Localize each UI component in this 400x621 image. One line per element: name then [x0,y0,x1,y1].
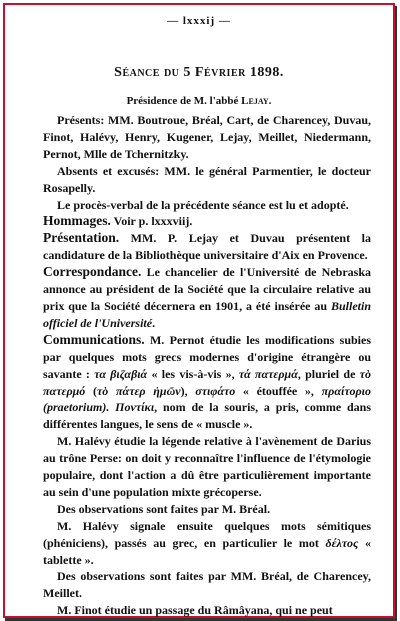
session-title [5,65,393,82]
title-year: 1898. [249,65,284,80]
presidence-line [5,93,393,110]
greek-word-deltos: δέλτος [325,535,359,550]
communications-paragraph [43,332,371,433]
correspondance-paragraph [43,264,371,332]
presentation-text: MM. P. Lejay et Duvau présentent la candidature de la Bibliothèque universitaire d'Aix en Provence. [43,231,371,263]
greek-word-5: στιφάτο [195,383,236,398]
correspondance-end: . [152,315,156,330]
minutes-body [43,112,371,619]
presentation-label: Présentation. [43,230,120,246]
absents-text: MM. le général Parmentier, le docteur Rosapelly. [43,163,371,195]
halevy-semitic-paragraph [43,518,371,569]
halevy-darius-paragraph: M. Halévy étudie la légende relative à l'avènement de Darius au trône Perse: on doit y reconnaître l'influence de l'étymologie populaire, dont l'action a dû être particulièrement importante au sein d'une population mixte grécoperse. [43,434,371,499]
title-month: Février [190,65,250,80]
comm-text-6: « étouffée », [235,383,322,398]
document-page [5,5,393,616]
presentation-paragraph [43,230,371,264]
correspondance-label: Correspondance. [43,264,142,280]
page-frame [3,3,395,618]
finot-paragraph: M. Finot étudie un passage du Râmâyana, qui ne peut [57,603,333,618]
hommages-text: Voir p. lxxxviij. [110,214,193,229]
hommages-label: Hommages. [43,213,111,229]
halevy2-text-2: « tablette ». [43,535,371,567]
comm-text-2: « les vis-à-vis », [147,366,239,381]
greek-word-7: Ποντίκι [115,400,155,415]
greek-word-1: τα βιζαβιά [94,366,148,381]
comm-text-9: , nom de la souris, a pris, comme dans différentes langues, le sens de « muscle ». [43,400,372,432]
observations-breal-paragraph: Des observations sont faites par M. Bréal. [57,501,271,516]
halevy2-text-1: M. Halévy signale ensuite quelques mots sémitiques (phéniciens), passés au grec, en particulier le mot [43,518,371,550]
observations-multiple-paragraph: Des observations sont faites par MM. Bréal, de Charencey, Meillet. [43,569,371,601]
title-day: 5 [183,65,191,80]
presents-text: MM. Boutroue, Bréal, Cart, de Charencey, Duvau, Finot, Halévy, Henry, Kugener, Lejay, Meillet, Niedermann, Pernot, Mlle de Tchernitzky. [43,113,371,161]
page-number-header: — lxxxij — [167,15,231,27]
absents-label: Absents et excusés: [57,163,160,178]
comm-text-4: ( [85,383,97,398]
correspondance-text: Le chancelier de l'Université de Nebraska annonce au président de la Société que la circulaire relative au prix que la Société décernera en 1901, a été insérée au [43,265,371,313]
greek-word-3: τὸ πατερμό [43,366,371,398]
absents-paragraph [43,163,371,197]
title-prefix: Séance du [114,65,184,80]
greek-word-4: τὸ πάτερ ἡμῶν [96,383,181,398]
presents-label: Présents: [57,113,105,127]
greek-word-6: πραίτοριο [321,383,371,398]
comm-text-5: ), [180,383,196,398]
comm-text-1: M. Pernot étudie les modifications subies par quelques mots grecs modernes d'origine étrangère ou savante : [43,332,371,381]
presidence-name: Lejay. [241,95,272,107]
hommages-paragraph [43,213,371,230]
proces-verbal-paragraph: Le procès-verbal de la précédente séance est lu et adopté. [57,197,349,212]
bulletin-title: Bulletin officiel de l'Université [43,298,371,330]
communications-label: Communications. [43,331,145,347]
comm-text-3: , pluriel de [297,366,360,381]
greek-word-2: τά πατερμά [238,366,298,381]
presents-paragraph [43,112,371,163]
latin-word: (praetorium). [43,400,110,415]
presidence-text: Présidence de M. l'abbé [126,95,242,107]
